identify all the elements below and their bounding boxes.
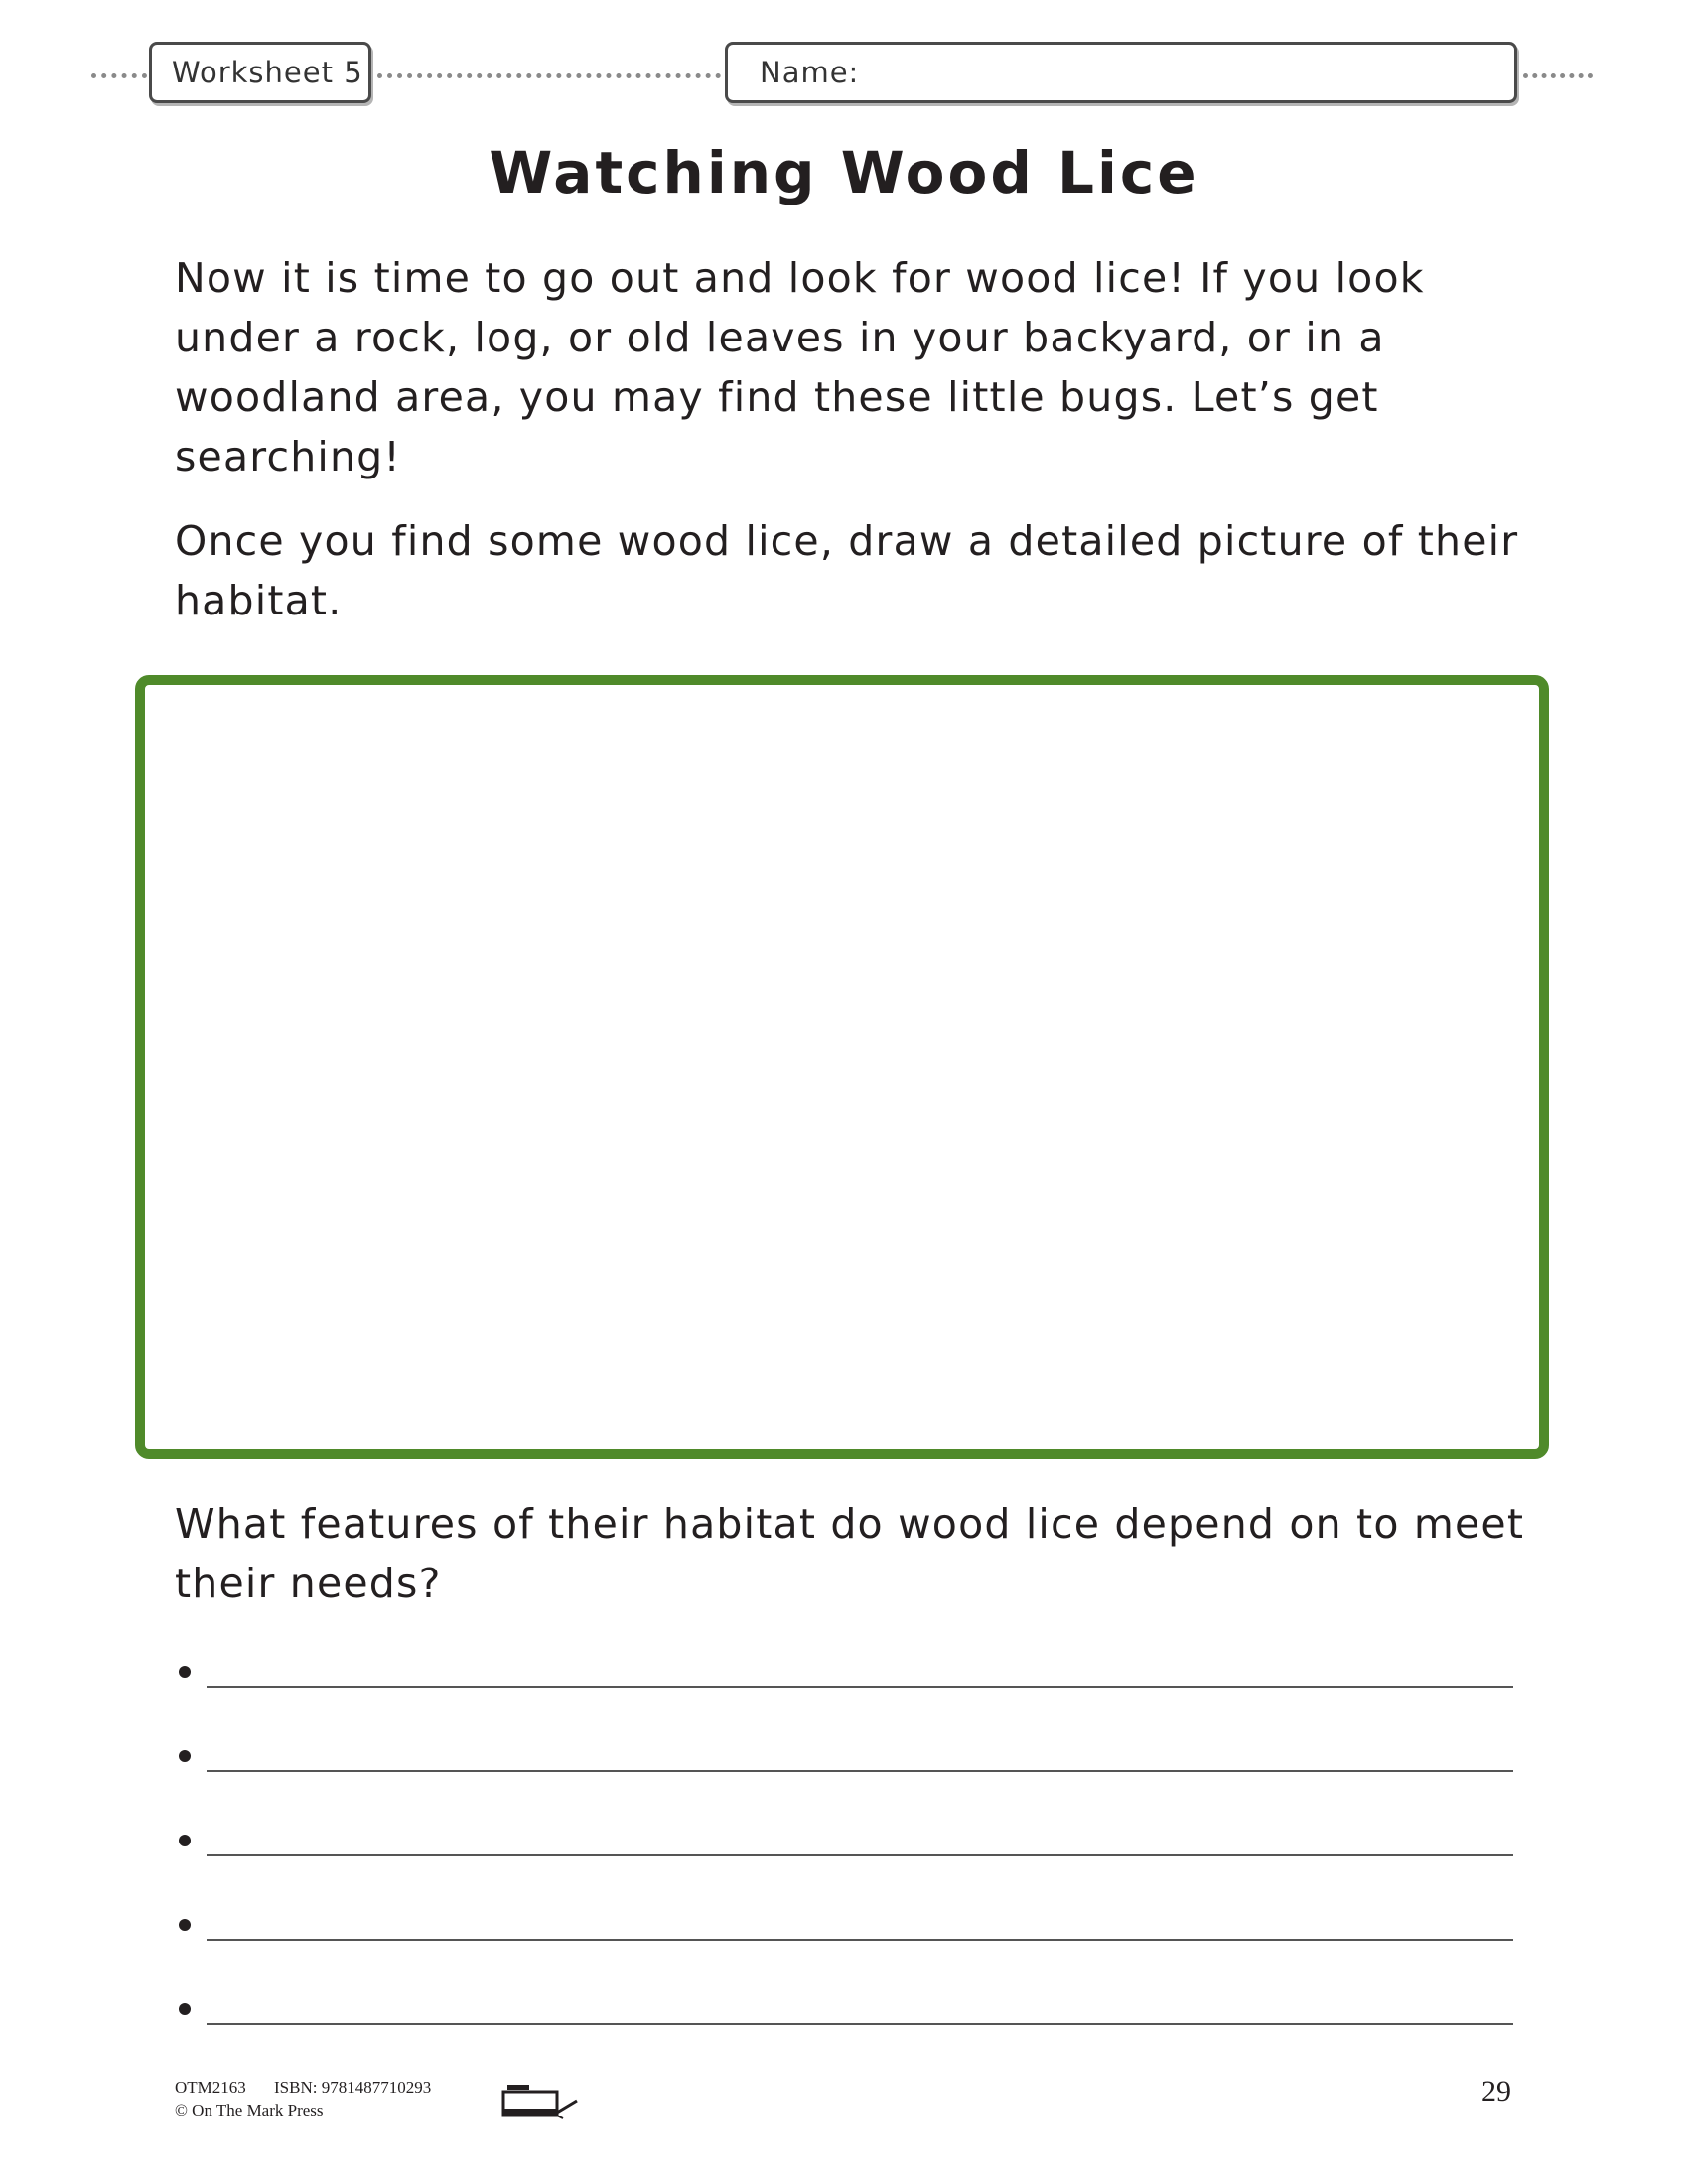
worksheet-label: Worksheet 5 bbox=[172, 56, 363, 89]
bullet-icon bbox=[179, 1750, 191, 1762]
answer-line-3[interactable] bbox=[175, 1819, 1513, 1858]
writing-rule bbox=[207, 1854, 1513, 1856]
header-dots-right bbox=[1523, 73, 1593, 78]
writing-rule bbox=[207, 2023, 1513, 2025]
writing-rule bbox=[207, 1686, 1513, 1688]
answer-line-5[interactable] bbox=[175, 1987, 1513, 2027]
answer-line-4[interactable] bbox=[175, 1903, 1513, 1943]
writing-rule bbox=[207, 1939, 1513, 1941]
writing-rule bbox=[207, 1770, 1513, 1772]
bullet-icon bbox=[179, 2003, 191, 2015]
footer-isbn: ISBN: 9781487710293 bbox=[274, 2078, 432, 2097]
press-logo-icon bbox=[501, 2083, 581, 2122]
answer-line-1[interactable] bbox=[175, 1650, 1513, 1690]
name-label: Name: bbox=[760, 56, 860, 89]
page-number: 29 bbox=[1481, 2075, 1511, 2108]
habitat-drawing-area[interactable] bbox=[135, 675, 1549, 1459]
footer-copyright: © On The Mark Press bbox=[175, 2101, 324, 2119]
bullet-icon bbox=[179, 1666, 191, 1678]
header-dots-middle bbox=[377, 73, 721, 78]
name-field[interactable] bbox=[725, 42, 1517, 103]
footer-product-code: OTM2163 bbox=[175, 2078, 246, 2097]
answer-line-2[interactable] bbox=[175, 1734, 1513, 1774]
question-text: What features of their habitat do wood lice depend on to meet their needs? bbox=[175, 1500, 1525, 1607]
header-dots-left bbox=[91, 73, 147, 78]
worksheet-label-box bbox=[149, 42, 371, 103]
intro-paragraph: Now it is time to go out and look for wood lice! If you look under a rock, log, or old leaves in your backyard, or in a woodland area, you may find these little bugs. Let’s get searching! bbox=[175, 254, 1425, 480]
instruction-paragraph: Once you find some wood lice, draw a detailed picture of their habitat. bbox=[175, 517, 1519, 624]
bullet-icon bbox=[179, 1919, 191, 1931]
page-title: Watching Wood Lice bbox=[489, 139, 1199, 206]
bullet-icon bbox=[179, 1835, 191, 1846]
